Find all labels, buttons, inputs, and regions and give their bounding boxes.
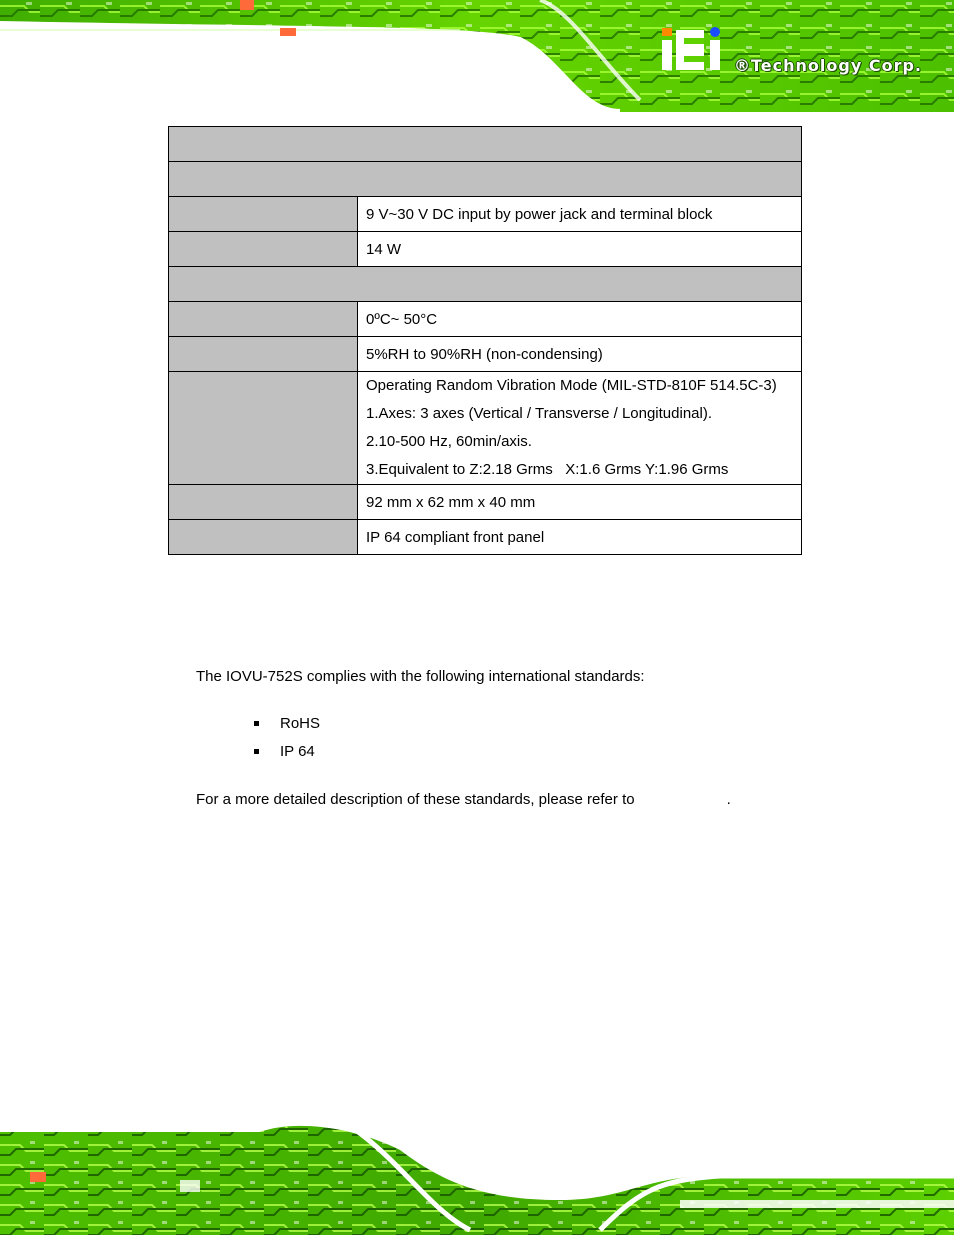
table-row: [169, 337, 802, 372]
list-item: [252, 714, 320, 742]
vibration-line: 3.Equivalent to Z:2.18 Grms X:1.6 Grms Y:1.96 Grms: [366, 461, 729, 478]
specification-table: [168, 126, 802, 555]
table-row-label: [169, 197, 358, 232]
closing-period: .: [726, 791, 731, 808]
page-footer-banner: [0, 1120, 954, 1235]
table-row: [169, 372, 802, 485]
page-header-banner: [0, 0, 954, 112]
table-row-value: 5%RH to 90%RH (non-condensing): [358, 337, 802, 372]
table-row: [169, 302, 802, 337]
table-row-label: [169, 520, 358, 555]
table-row-label: [169, 485, 358, 520]
vibration-line: 2.10-500 Hz, 60min/axis.: [366, 433, 532, 450]
closing-text: For a more detailed description of these standards, please refer to: [196, 791, 635, 808]
iei-logo-icon: [662, 26, 732, 72]
standards-list: [252, 714, 320, 770]
table-section-header: [169, 267, 802, 302]
bullet-square-icon: [254, 721, 259, 726]
table-row-value: 92 mm x 62 mm x 40 mm: [358, 485, 802, 520]
company-logo: [662, 26, 942, 82]
vibration-line: Operating Random Vibration Mode (MIL-STD-810F 514.5C-3): [366, 377, 777, 394]
table-row-label: [169, 302, 358, 337]
table-row-value: 0ºC~ 50°C: [358, 302, 802, 337]
pcb-footer-graphic: [0, 1120, 954, 1235]
list-item-text: IP 64: [280, 743, 315, 760]
table-row: [169, 197, 802, 232]
table-row-label: [169, 232, 358, 267]
table-row-value: IP 64 compliant front panel: [358, 520, 802, 555]
table-section-header: [169, 127, 802, 162]
table-row-value-multiline: [358, 372, 802, 485]
table-section-header: [169, 162, 802, 197]
table-row: [169, 232, 802, 267]
table-row: [169, 485, 802, 520]
list-item: [252, 742, 320, 770]
table-row-value: 14 W: [358, 232, 802, 267]
table-row: [169, 520, 802, 555]
table-row-label: [169, 337, 358, 372]
standards-intro: The IOVU-752S complies with the following international standards:: [196, 668, 645, 685]
bullet-square-icon: [254, 749, 259, 754]
table-row-label: [169, 372, 358, 485]
vibration-line: 1.Axes: 3 axes (Vertical / Transverse / Longitudinal).: [366, 405, 713, 422]
table-row-value: 9 V~30 V DC input by power jack and terminal block: [358, 197, 802, 232]
standards-closing: [196, 791, 731, 808]
logo-text: ®Technology Corp.: [734, 56, 922, 75]
list-item-text: RoHS: [280, 715, 321, 732]
